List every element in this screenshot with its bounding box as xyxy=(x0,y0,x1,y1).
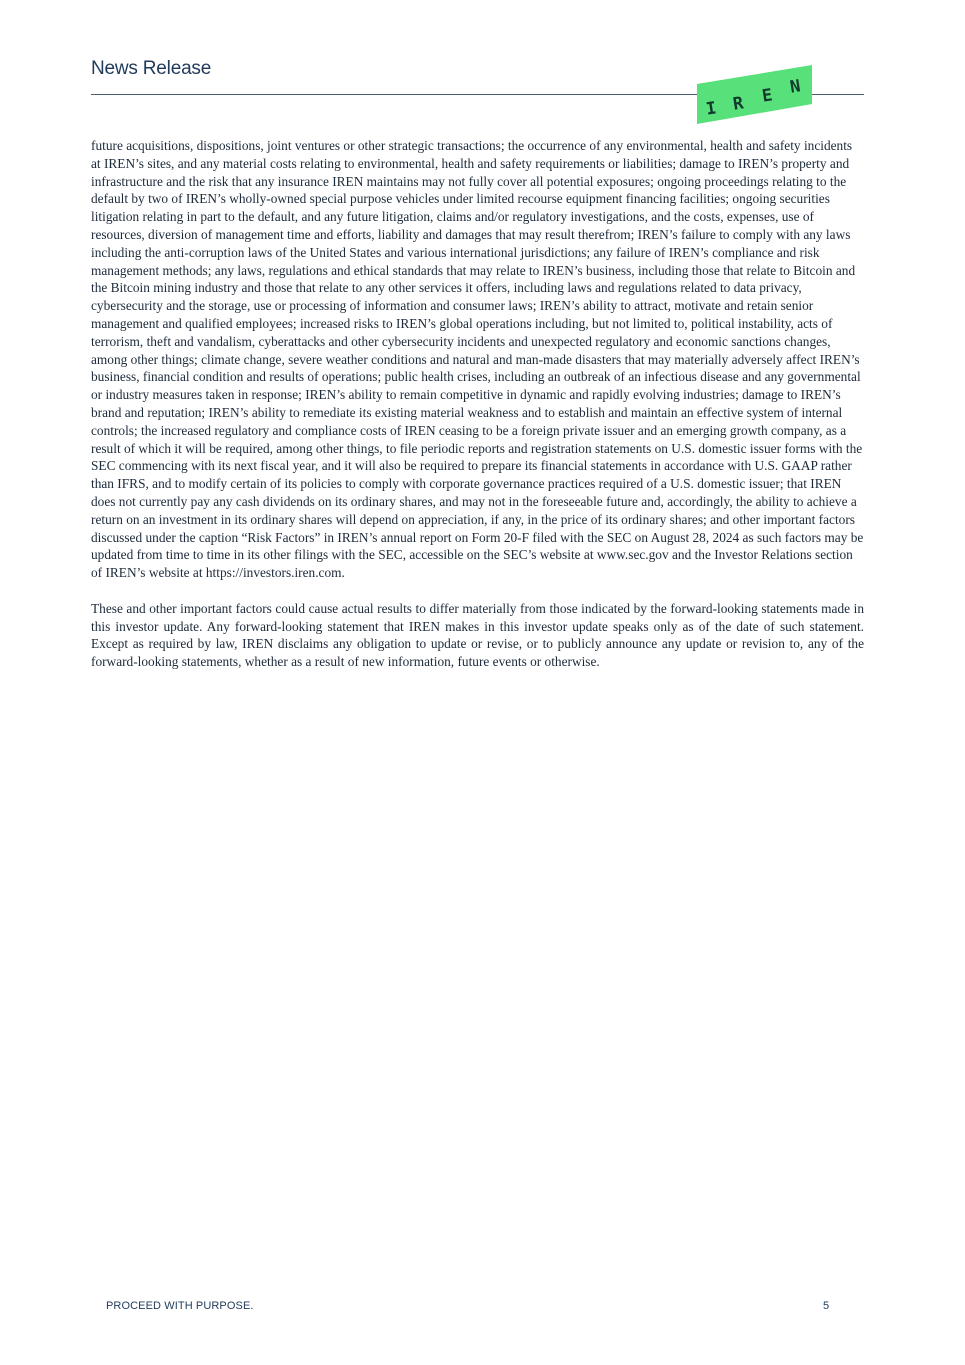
forward-looking-disclaimer-paragraph: These and other important factors could cause actual results to differ materially from those indicated by the forward-looking statements made in this investor update. Any forward-looking statement that IREN makes in this investor update speaks only as of the date of such statement. Except as required by law, IREN disclaims any obligation to update or revise, or to publicly announce any update or revision to, any of the forward-looking statements, whether as a result of new information, future events or otherwise. xyxy=(91,600,864,670)
page-title: News Release xyxy=(91,58,212,79)
svg-text:R: R xyxy=(731,93,745,115)
risk-factors-paragraph: future acquisitions, dispositions, joint ventures or other strategic transactions; the occurrence of any environmental, health and safety incidents at IREN’s sites, and any material costs relating to environmental, health and safety requirements or liabilities; damage to IREN’s property and infrastructure and the risk that any insurance IREN maintains may not fully cover all potential exposures; ongoing proceedings relating to the default by two of IREN’s wholly-owned special purpose vehicles under limited recourse equipment financing facilities; ongoing securities litigation relating in part to the default, and any future litigation, claims and/or regulatory investigations, and the costs, expenses, use of resources, diversion of management time and efforts, liability and damages that may result therefrom; IREN’s failure to comply with any laws including the anti-corruption laws of the United States and various international jurisdictions; any failure of IREN’s compliance and risk management methods; any laws, regulations and ethical standards that may relate to IREN’s business, including those that relate to Bitcoin and the Bitcoin mining industry and those that relate to any other services it offers, including laws and regulations related to data privacy, cybersecurity and the storage, use or processing of information and consumer laws; IREN’s ability to attract, motivate and retain senior management and qualified employees; increased risks to IREN’s global operations including, but not limited to, political instability, acts of terrorism, theft and vandalism, cyberattacks and other cybersecurity incidents and unexpected regulatory and economic sanctions changes, among other things; climate change, severe weather conditions and natural and man-made disasters that may materially adversely affect IREN’s business, financial condition and results of operations; public health crises, including an outbreak of an infectious disease and any governmental or industry measures taken in response; IREN’s ability to remain competitive in dynamic and rapidly evolving industries; damage to IREN’s brand and reputation; IREN’s ability to remediate its existing material weakness and to establish and maintain an effective system of internal controls; the increased regulatory and compliance costs of IREN ceasing to be a foreign private issuer and an emerging growth company, as a result of which it will be required, among other things, to file periodic reports and registration statements on U.S. domestic issuer forms with the SEC commencing with its next fiscal year, and it will also be required to prepare its financial statements in accordance with U.S. GAAP rather than IFRS, and to modify certain of its policies to comply with corporate governance practices required of a U.S. domestic issuer; that IREN does not currently pay any cash dividends on its ordinary shares, and may not in the foreseeable future and, accordingly, the ability to achieve a return on an investment in its ordinary shares will depend on appreciation, if any, in the price of its ordinary shares; and other important factors discussed under the caption “Risk Factors” in IREN’s annual report on Form 20-F filed with the SEC on August 28, 2024 as such factors may be updated from time to time in its other filings with the SEC, accessible on the SEC’s website at www.sec.gov and the Investor Relations section of IREN’s website at https://investors.iren.com. xyxy=(91,138,864,581)
svg-text:I: I xyxy=(704,98,718,120)
iren-logo xyxy=(694,62,814,126)
footer-tagline: PROCEED WITH PURPOSE. xyxy=(106,1300,254,1312)
svg-text:E: E xyxy=(760,85,774,107)
document-body xyxy=(91,137,864,671)
page-number: 5 xyxy=(823,1300,830,1312)
svg-text:N: N xyxy=(788,76,802,98)
